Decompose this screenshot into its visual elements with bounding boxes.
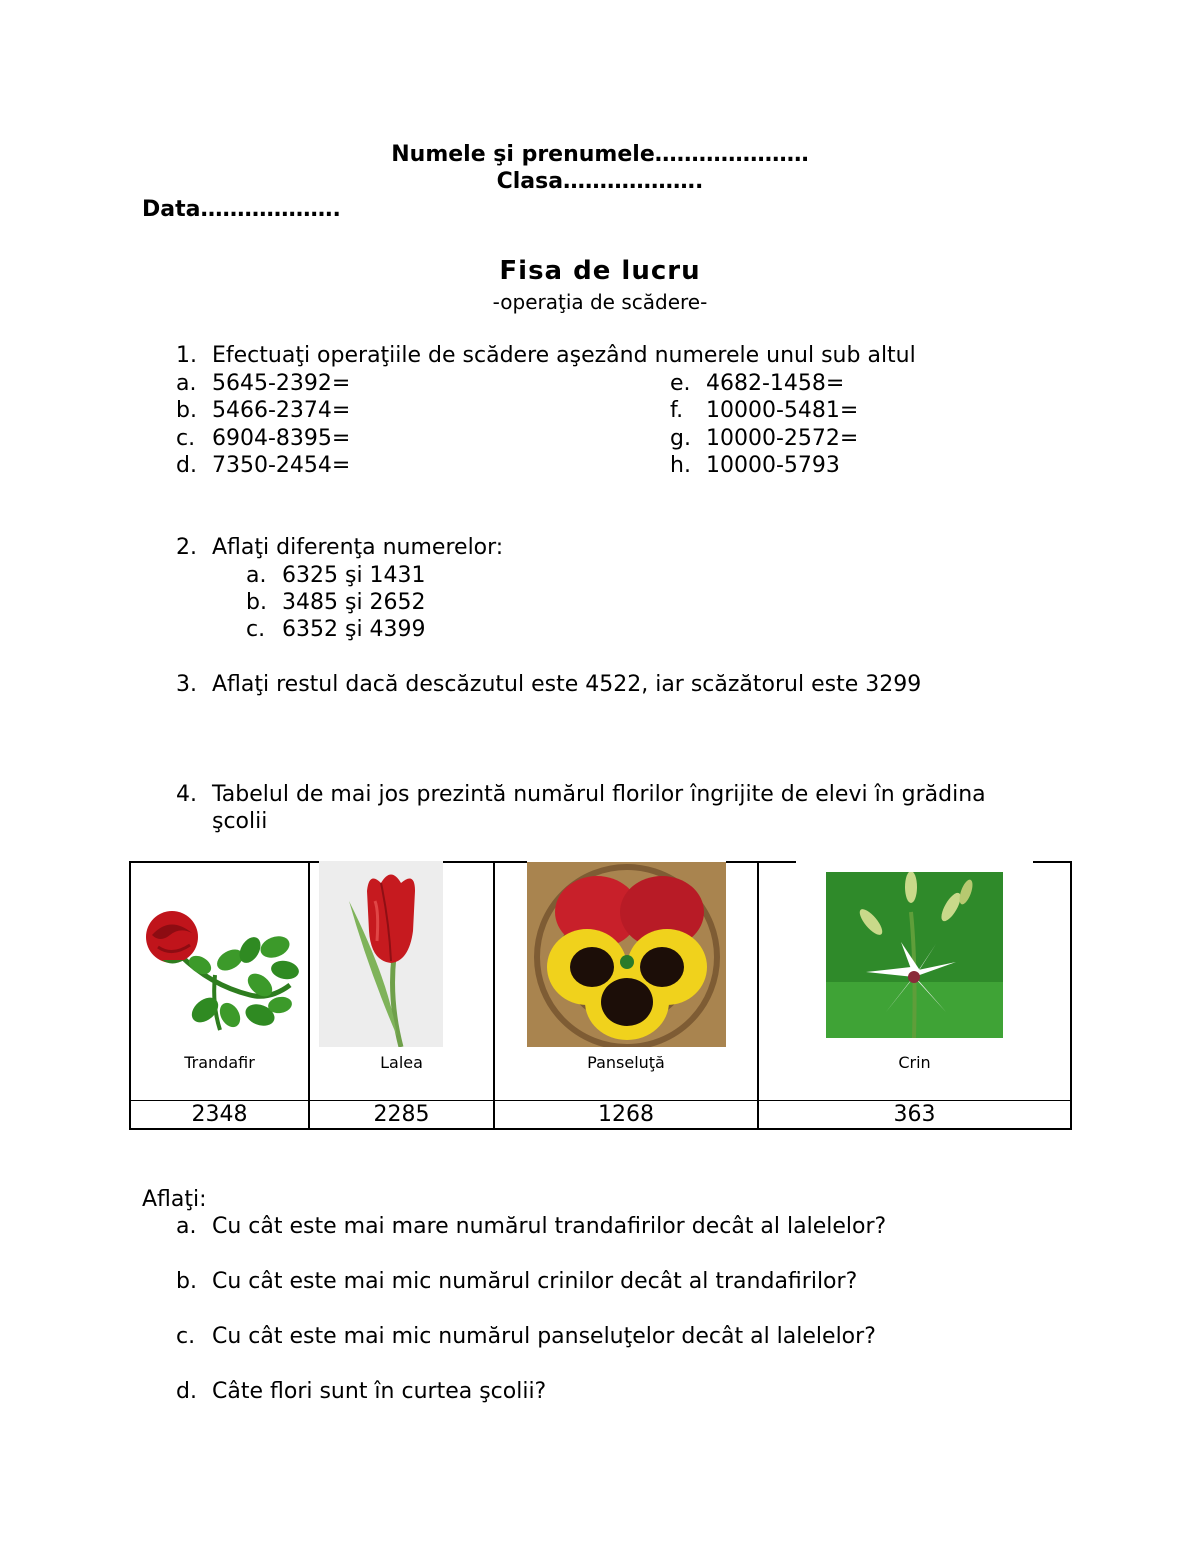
flower-count: 2285: [373, 1102, 430, 1127]
ex4-number: 4.: [176, 782, 197, 807]
table-border: [443, 861, 527, 863]
ex1-item-letter: b.: [176, 398, 197, 423]
ex2-item-text: 6325 şi 1431: [282, 563, 426, 588]
class-line: Clasa……………….: [496, 169, 704, 194]
ex3-text: Aflaţi restul dacă descăzutul este 4522, iar scăzătorul este 3299: [212, 672, 922, 697]
flower-name: Panseluţă: [587, 1053, 665, 1072]
question-text: Cu cât este mai mic numărul panseluţelor decât al lalelelor?: [212, 1324, 876, 1349]
ex2-item-letter: c.: [246, 617, 266, 642]
ex1-number: 1.: [176, 343, 197, 368]
page-title: Fisa de lucru: [499, 256, 701, 286]
ex1-item-expr: 10000-5481=: [706, 398, 859, 423]
flower-name: Lalea: [380, 1053, 423, 1072]
table-border: [726, 861, 796, 863]
ex2-number: 2.: [176, 535, 197, 560]
ex1-item-expr: 5466-2374=: [212, 398, 351, 423]
ex1-item-letter: e.: [670, 371, 691, 396]
name-line: Numele şi prenumele…………………: [391, 142, 809, 167]
date-line: Data……………….: [142, 197, 341, 222]
ex1-item-expr: 4682-1458=: [706, 371, 845, 396]
table-border: [1070, 861, 1072, 1130]
flower-count: 363: [893, 1102, 936, 1127]
table-border: [129, 861, 319, 863]
flower-count: 1268: [598, 1102, 654, 1127]
ex1-item-letter: h.: [670, 453, 691, 478]
ex2-text: Aflaţi diferenţa numerelor:: [212, 535, 504, 560]
ex1-item-letter: d.: [176, 453, 197, 478]
question-text: Cu cât este mai mare numărul trandafirilor decât al lalelelor?: [212, 1214, 887, 1239]
ex1-item-letter: g.: [670, 426, 691, 451]
page-subtitle: -operaţia de scădere-: [492, 290, 708, 314]
ex4-text-line1: Tabelul de mai jos prezintă numărul florilor îngrijite de elevi în grădina: [212, 782, 986, 807]
question-letter: d.: [176, 1379, 197, 1404]
table-border: [129, 861, 131, 1130]
ex3-number: 3.: [176, 672, 197, 697]
table-border: [757, 861, 759, 1130]
ex1-item-letter: a.: [176, 371, 197, 396]
questions-intro: Aflaţi:: [142, 1187, 207, 1212]
ex1-item-expr: 6904-8395=: [212, 426, 351, 451]
ex2-item-text: 6352 şi 4399: [282, 617, 426, 642]
question-letter: c.: [176, 1324, 196, 1349]
ex1-item-expr: 5645-2392=: [212, 371, 351, 396]
question-text: Câte flori sunt în curtea şcolii?: [212, 1379, 547, 1404]
question-text: Cu cât este mai mic numărul crinilor decât al trandafirilor?: [212, 1269, 858, 1294]
flower-name: Trandafir: [184, 1053, 255, 1072]
rose-image: [140, 905, 300, 1045]
ex1-item-expr: 7350-2454=: [212, 453, 351, 478]
tulip-image: [319, 861, 443, 1047]
pansy-image: [527, 862, 726, 1047]
question-letter: b.: [176, 1269, 197, 1294]
ex2-item-letter: a.: [246, 563, 267, 588]
table-border: [1033, 861, 1072, 863]
ex1-item-letter: c.: [176, 426, 196, 451]
lily-image: [826, 872, 1003, 1038]
ex1-item-letter: f.: [670, 398, 684, 423]
ex4-text-line2: şcolii: [212, 809, 268, 834]
ex2-item-letter: b.: [246, 590, 267, 615]
table-border: [308, 861, 310, 1130]
flower-name: Crin: [898, 1053, 931, 1072]
ex2-item-text: 3485 şi 2652: [282, 590, 426, 615]
ex1-item-expr: 10000-2572=: [706, 426, 859, 451]
table-border: [493, 861, 495, 1130]
flower-count: 2348: [191, 1102, 248, 1127]
question-letter: a.: [176, 1214, 197, 1239]
ex1-text: Efectuaţi operaţiile de scădere aşezând numerele unul sub altul: [212, 343, 916, 368]
ex1-item-expr: 10000-5793: [706, 453, 840, 478]
